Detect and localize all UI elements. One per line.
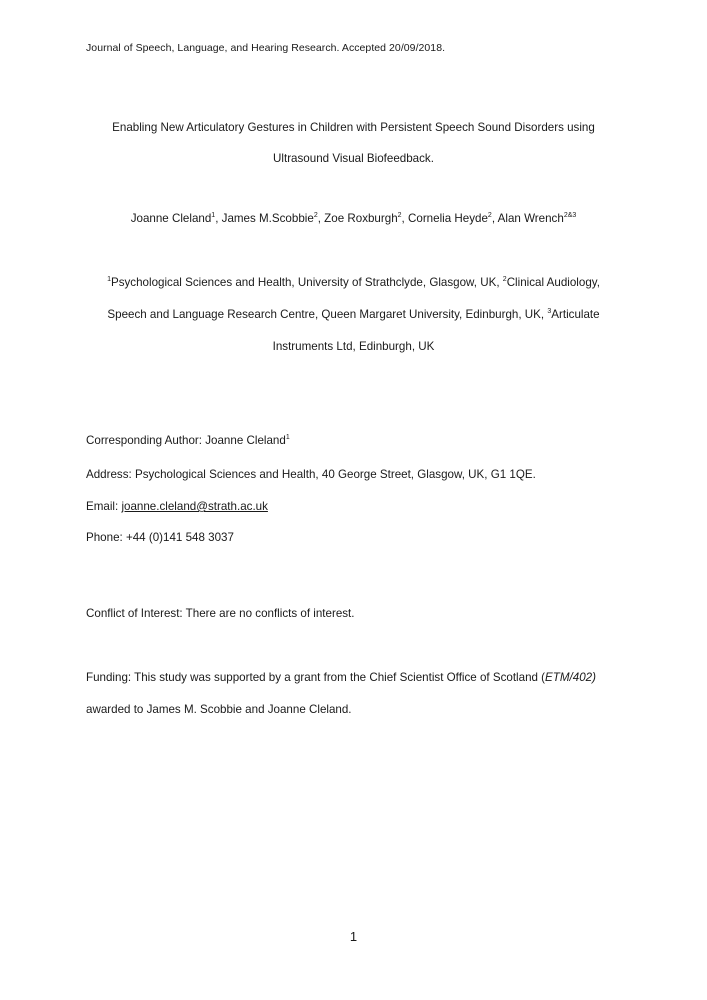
- author-name: Zoe Roxburgh: [324, 212, 398, 225]
- funding-line-1: [86, 671, 596, 684]
- email-link[interactable]: joanne.cleland@strath.ac.uk: [121, 500, 268, 513]
- affiliation-sup: 1: [107, 276, 111, 284]
- affiliation-text: Psychological Sciences and Health, University of Strathclyde, Glasgow, UK,: [110, 276, 503, 289]
- author-name: Cornelia Heyde: [408, 212, 488, 225]
- author-sup: 1: [211, 212, 216, 220]
- affiliation-text: Speech and Language Research Centre, Queen Margaret University, Edinburgh, UK,: [107, 308, 548, 321]
- funding-grant: ETM/402): [545, 671, 596, 684]
- page-number: 1: [349, 929, 358, 944]
- affiliation-sup: 2: [502, 276, 507, 284]
- corresponding-author: [86, 434, 290, 447]
- author-sup: 2: [313, 212, 318, 220]
- author-name: Joanne Cleland: [130, 212, 212, 225]
- funding-text: Funding: This study was supported by a grant from the Chief Scientist Office of Scotland (: [86, 671, 546, 684]
- author-list: Joanne Cleland$^1$, James M.Scobbie$^2$, Zoe Roxburgh$^2$, Cornelia Heyde$^2$, Alan Wrench$^{2\&3}$: [130, 212, 577, 225]
- author-name: Alan Wrench: [497, 212, 564, 225]
- corresponding-sup: 1: [285, 434, 290, 442]
- author-sup: 2: [397, 212, 402, 220]
- title-line-2: Ultrasound Visual Biofeedback.: [273, 152, 434, 165]
- author-sup: 2: [487, 212, 492, 220]
- corresponding-label: Corresponding Author: Joanne Cleland: [86, 434, 286, 447]
- conflict-of-interest: Conflict of Interest: There are no conflicts of interest.: [86, 607, 355, 620]
- phone: Phone: +44 (0)141 548 3037: [86, 531, 234, 544]
- running-head: Journal of Speech, Language, and Hearing Research. Accepted 20/09/2018.: [86, 42, 446, 54]
- affiliation-sup: 3: [547, 308, 552, 316]
- email: [86, 500, 268, 513]
- affiliation-text: Articulate: [551, 308, 600, 321]
- author-name: James M.Scobbie: [221, 212, 314, 225]
- funding-line-2: awarded to James M. Scobbie and Joanne Cleland.: [86, 703, 352, 716]
- affiliation-line-1: [0, 276, 707, 289]
- affiliation-line-3: Instruments Ltd, Edinburgh, UK: [272, 340, 435, 353]
- affiliation-text: Clinical Audiology,: [506, 276, 600, 289]
- affiliation-line-2: [0, 308, 707, 321]
- address: Address: Psychological Sciences and Health, 40 George Street, Glasgow, UK, G1 1QE.: [86, 468, 536, 481]
- email-label: Email:: [86, 500, 122, 513]
- author-sup: 2&3: [563, 212, 577, 220]
- title-line-1: Enabling New Articulatory Gestures in Children with Persistent Speech Sound Disorders using: [112, 121, 595, 134]
